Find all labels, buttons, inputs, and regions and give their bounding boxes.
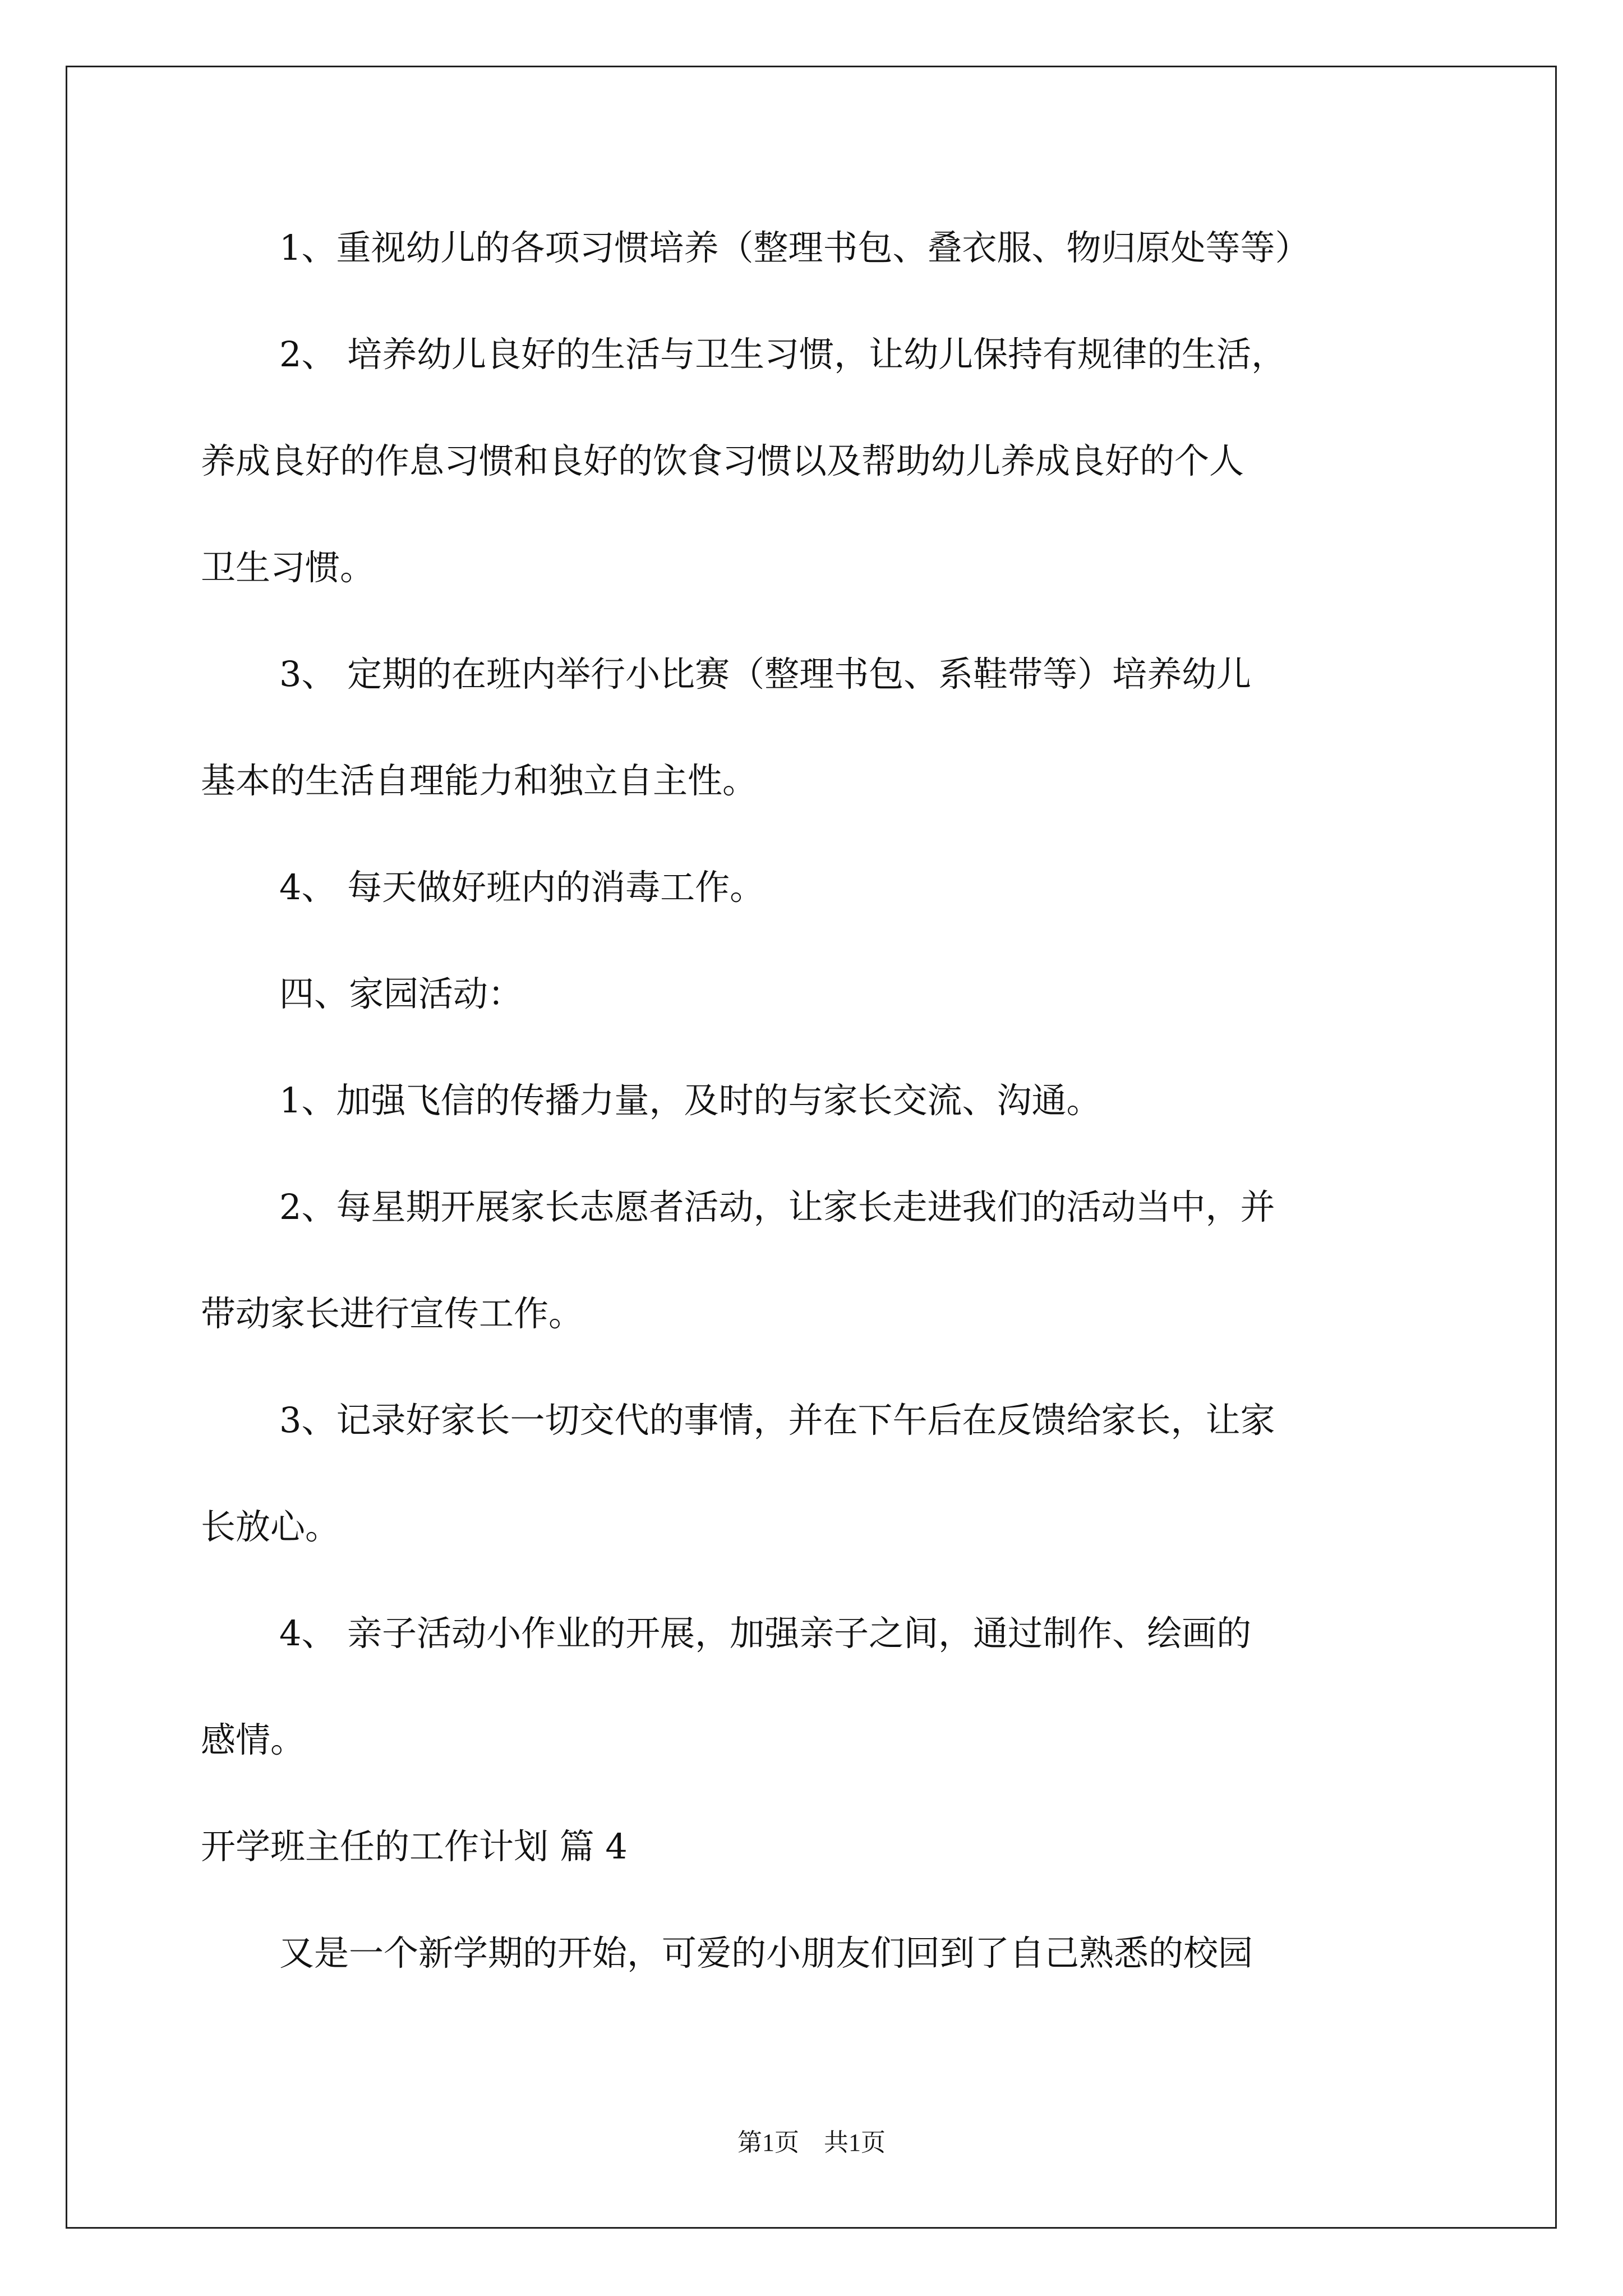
habit-item-4: 4、 每天做好班内的消毒工作。	[279, 867, 765, 908]
habit-item-1: 1、重视幼儿的各项习惯培养（整理书包、叠衣服、物归原处等等）	[279, 227, 1310, 268]
home-school-item-3-line-2: 长放心。	[201, 1506, 340, 1547]
home-school-item-4-line-2: 感情。	[201, 1719, 306, 1760]
intro-paragraph: 又是一个新学期的开始，可爱的小朋友们回到了自己熟悉的校园	[279, 1932, 1253, 1973]
habit-item-3-line-1: 3、 定期的在班内举行小比赛（整理书包、系鞋带等）培养幼儿	[279, 654, 1252, 694]
page-border	[66, 66, 1557, 2229]
habit-item-2-line-1: 2、 培养幼儿良好的生活与卫生习惯，让幼儿保持有规律的生活，	[279, 334, 1287, 375]
home-school-item-2-line-2: 带动家长进行宣传工作。	[201, 1293, 584, 1334]
section-heading-home-school: 四、家园活动：	[279, 973, 523, 1014]
habit-item-2-line-3: 卫生习惯。	[201, 547, 375, 588]
habit-item-3-line-2: 基本的生活自理能力和独立自主性。	[201, 760, 758, 801]
article-title: 开学班主任的工作计划 篇 4	[201, 1826, 628, 1867]
home-school-item-2-line-1: 2、每星期开展家长志愿者活动，让家长走进我们的活动当中，并	[279, 1186, 1275, 1227]
home-school-item-3-line-1: 3、记录好家长一切交代的事情，并在下午后在反馈给家长，让家	[279, 1400, 1275, 1441]
habit-item-2-line-2: 养成良好的作息习惯和良好的饮食习惯以及帮助幼儿养成良好的个人	[201, 440, 1244, 481]
page-footer: 第1页 共1页	[737, 2129, 886, 2156]
home-school-item-4-line-1: 4、 亲子活动小作业的开展，加强亲子之间，通过制作、绘画的	[279, 1613, 1252, 1654]
home-school-item-1: 1、加强飞信的传播力量，及时的与家长交流、沟通。	[279, 1080, 1101, 1121]
